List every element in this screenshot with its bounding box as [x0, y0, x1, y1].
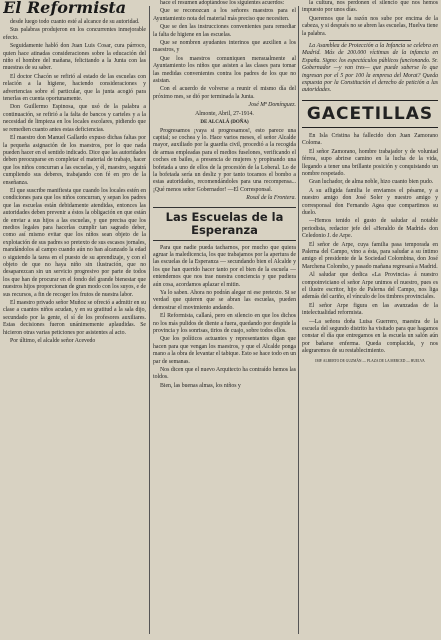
- section-title-gacetillas: GACETILLAS: [306, 103, 434, 124]
- paragraph: —La señora doña Luisa Guerrero, maestra de la escuela del segundo distrito ha visitado para que hagamos constar el día que entregamos en la escuela un salón aún por bañarse enferma. Queda complacida, y nos alegraremos de su restablecimiento.: [302, 318, 438, 355]
- paragraph: Para que nadie pueda tacharnos, por mucho que quiera agruar la maledicencia, los que trabajamos por la apertura de las escuelas de la Esperanza — secundando bien el Alcalde y los que han querido hacer tanto por el bien de la escuela — entendemos que nos trae nuestra conciencia y que pudiera aún cosa, acordamos aplazar el mitin.: [153, 244, 296, 288]
- paragraph: A su afligida familia le enviamos el pésame, y a nuestro amigo don José Soler y nuestro amigo y corresponsal don Fernando Agea que compartimos su duelo.: [302, 187, 438, 216]
- paragraph: El que suscribe manifiesta que cuando los locales estén en condiciones para que los niños concurran, y sepan los padres que las escuelas están debidamente atendidas, entonces las autoridades deben prevenir a éstos la obligación en que están de enviar a sus hijos a las escuelas, y que precisa que los medios legales para hacerlas cumplir tan sagrado deber, como así mismo evitar que los niños sean objeto de la explotación de sus padres so pretexto de sus escasos jornales, mandándolos al campo cuando aún no han alcanzado la edad o siguiendo la tarea en el puesto de su aprendizaje, y con el objeto de que no haya niño sin ilustración, que no desaparezcan sin un servicio progresivo por parte de todos los que han de procurar en el fondo del grande bienestar que nuestros hijos proporcionan de gran modo con los suyos, e de sus recursos, a fin de recoger los frutos de nuestra labor.: [3, 187, 146, 298]
- column-divider: [149, 6, 150, 634]
- paragraph: Al saludar que dedica «La Provincia» á nuestro compoinviciano el señor Arpe unimos el nuestro, pues es el ilustre escritor, hijo de Palerna del Campo, nos liga además del cariño, el vínculo de los timbres provinciales.: [302, 272, 438, 301]
- column-left: [3, 0, 146, 640]
- paragraph: Ya lo saben. Ahora no podrán alegar ni ese pretexto. Si se verdad que quieren que se abran las escuelas, pueden demostrar el movimiento andando.: [153, 290, 296, 311]
- paragraph: Sus palabras produjeron en los concurrentes inmejorable efecto.: [3, 27, 146, 41]
- paragraph: Progresamos ¡vaya si progresamos!, esto parece una capital; se cochea y lo. Hace varios meses, el señor Alcalde mayor, auxiliado por la guardia civil, procedió a la recogida de armas empleadas para el medios fuselones, verificando el coches en bailes, a presencia de mujeres y propinando una bofetada a uno de ellos de la procesión de la Loberal. Lo de la bofetada sería un desliz y por tanto tocamos el bombo a estas autoridades, recomendándoles para una recompensa... ¡Qué menos señor Gobernador! —El Corresponsal.: [153, 127, 296, 193]
- paragraph: El doctor Chacón se refirió al estado de las escuelas con relación a la higiene, haciendo consideraciones y advertencias sobre el particular, que la junta acogió para tenerlas en cuenta oportunamente.: [3, 73, 146, 103]
- paragraph: desde luego todo cuanto esté al alcance de su autoridad.: [10, 19, 140, 25]
- paragraph: Que se den las instrucciones convenientes para remediar la falta de higiene en las escuelas.: [153, 24, 296, 38]
- paragraph: En Isla Cristina ha fallecido don Juan Zamorano Coloma.: [302, 132, 438, 147]
- paragraph: Gran luchador, de alma noble, hizo cuanto bien pudo.: [309, 179, 434, 186]
- headline-box: [153, 207, 296, 241]
- paragraph: Queremos que la razón nos sube por encima de la cabeza, y si después no se abren las escuelas, Huelva tiene la palabra.: [302, 15, 438, 37]
- paragraph: —Hemos tenido el gusto de saludar al notable periodista, redactor jefe del «Heraldo de Madrid» don Celedonio J. de Arpe.: [302, 218, 438, 240]
- column-right: [302, 0, 438, 640]
- column-middle: [153, 0, 296, 640]
- divider: [329, 40, 411, 41]
- paragraph: Que se reconozcan a los señores maestros para el Ayuntamiento nota del material más preciso que necesiten.: [153, 8, 296, 22]
- paragraph: El señor Arpe figura en las avanzadas de la intelectualidad reformista.: [302, 302, 438, 317]
- section-header-box: [302, 100, 438, 128]
- section-subhead: DE ALCALÁ (DOÑA): [200, 120, 249, 126]
- paragraph: Don Guillermo Espinosa, que usó de la palabra a continuación, se refirió a la falta de bancos y carteles y a la necesidad de limpieza en los locales escolares, pidiendo que se remedien cuanto antes estas deficiencias.: [3, 104, 146, 133]
- paragraph: Con el acuerdo de volverse a reunir el mismo día del próximo mes, se dió por terminada la Junta.: [153, 86, 296, 100]
- paragraph: El señor de Arpe, cuya familia pasa temporada en Palerna del Campo, vino a ésta, para saludar a su íntimo amigo el presidente de la Sociedad Colombina, don José Marchena Colombo, y pasado mañana regresará a Madrid.: [302, 241, 438, 270]
- paragraph: El Reformista, callará, pero en silencio en que los dichos no los más pulidos de diente a fuera, quedando por despide la provincia y los sonrisas, tirios de cuajo, sobre todos ellos.: [153, 313, 296, 335]
- correspondent-location: Rosal de la Frontera.: [246, 195, 296, 202]
- masthead: El Reformista: [3, 0, 127, 17]
- paragraph: Que los políticos actuantes y representantes digan que hacen para que vengan los maestros, y que el Alcalde ponga mano a la obra de levantar el tabique. Esto se hace todo en un par de semanas.: [153, 336, 296, 365]
- paragraph: la cultura, nos perdonen el silencio que nos hemos impuesto por unos días.: [302, 0, 438, 14]
- article-headline: Las Escuelas de la Esperanza: [165, 209, 284, 237]
- paragraph: hace el resumen adoptándose los siguientes acuerdos:: [160, 0, 285, 6]
- paragraph: Nos dicen que el nuevo Arquitecto ha contraído hemos las toldos.: [153, 367, 296, 381]
- column-divider: [298, 6, 299, 634]
- paragraph: Seguidamente habló don Juan Luis Cosar, cura párroco, quien hace atinadas consideraciones sobre la educación del niño el hombre del mañana, felicitando a la Junta con las muestras de su saber.: [3, 43, 146, 72]
- article-signature: José Mª Domínguez.: [248, 102, 296, 109]
- paragraph: Que los maestros comuniquen mensualmente al Ayuntamiento los niños que asisten a las clases para tomar las medidas convenientes contra los padres de los que no asistan.: [153, 55, 296, 85]
- paragraph: Que se nombren ayudantes interinos que auxilien a los maestros, y: [153, 40, 296, 54]
- paragraph: Por último, el alcalde señor Acevedo: [10, 338, 96, 345]
- paragraph: El maestro privado señor Muñoz se ofreció a admitir en su clase a cuantos niños acudan, y en su gratitud a la sala dijo, secundado por la gente, el sí de los profesores auxiliares. Estas decisiones fueron unánimemente aplaudidas. Se hicieron otras varias peticiones por asistentes al acto.: [3, 300, 146, 336]
- paragraph: El maestro don Manuel Gallardo expuso dichas faltas por la pequeña asignación de los maestros, por lo que nada pueden hacer en el sentido indicado. Dice que las autoridades deben preocuparse en completar el material de trabajo, hacer que los niños concurran a las escuelas, y él, maestro, seguirá cumpliendo sus deberes, trabajando con fé en pro de la enseñanza.: [3, 135, 146, 186]
- printer-imprint: IMP. ALBERTO DE GUZMÁN — PLAZA DE LA MERCED — HUELVA: [315, 358, 425, 363]
- paragraph: El señor Zamorano, hombre trabajador y de voluntad férrea, supo abrirse camino en la lucha de la vida, llegando a tener una brillante posición y conquistando un nombre respetado.: [302, 148, 438, 177]
- paragraph: Bien, las buenas almas, los niños y: [160, 382, 241, 389]
- dateline: Almonte, Abril, 27-1914.: [195, 110, 254, 117]
- italic-notice: La Asamblea de Protección a la Infancia se celebra en Madrid. Más de 200.000 víctimas de la infancia en España. Signo: los espectáculos públicos funcionando. Sr. Gobernador —y van tres— que puede saberse lo que ingresan por el 5 por 100 la empresa del Morat? Queda expuesta por la Constitución el derecho de petición a las autoridades.: [302, 43, 438, 94]
